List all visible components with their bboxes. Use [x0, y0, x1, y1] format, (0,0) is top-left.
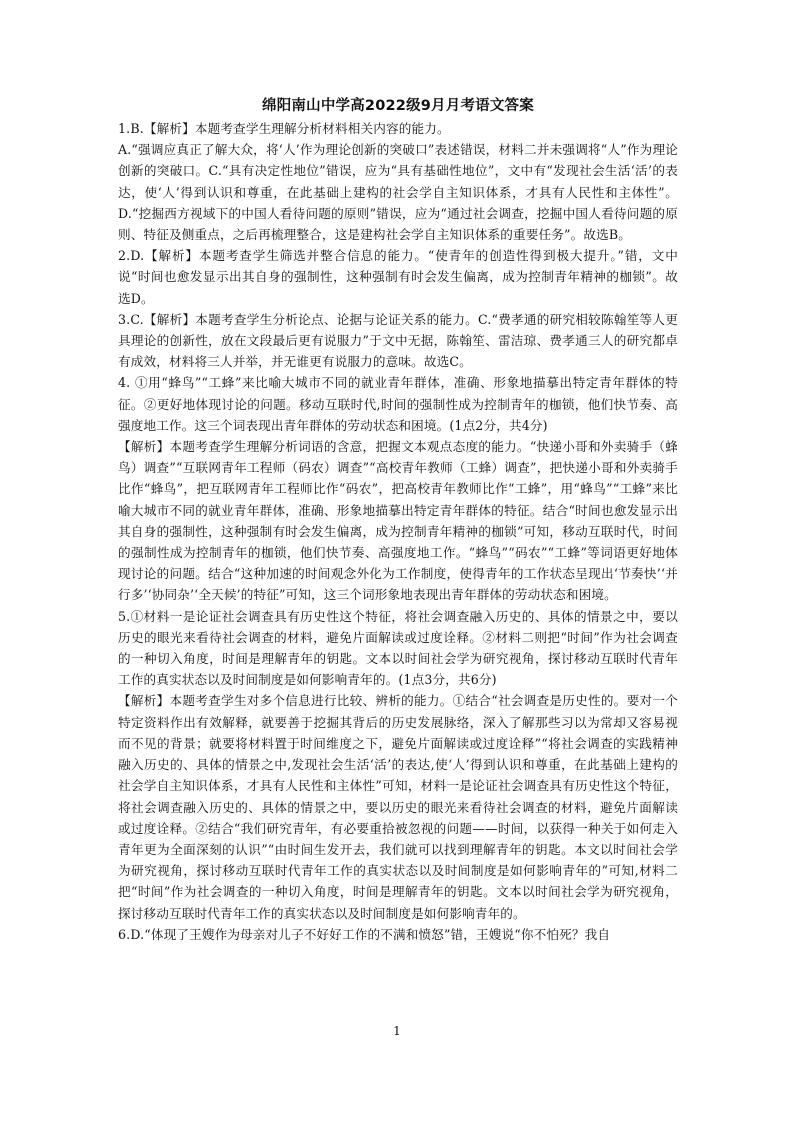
answer-4-explanation: 【解析】本题考查学生理解分析词语的含意，把握文本观点态度的能力。“快递小哥和外卖骑手（蜂鸟）调查”“互联网青年工程师（码农）调查”“高校青年教师（工蜂）调查”，把快递小哥和外卖骑手比作“蜂鸟”，把互联网青年工程师比作“码农”，把高校青年教师比作“工蜂”，用“蜂鸟”“工蜂”来比喻大城市不同的就业青年群体，准确、形象地描摹出特定青年群体的特征。结合“时间也愈发显示出其自身的强制性，这种强制有时会发生偏离，成为控制青年精神的枷锁”可知，移动互联时代，时间的强制性成为控制青年的枷锁，他们快节奏、高强度地工作。“蜂鸟”“码农”“工蜂”等词语更好地体现讨论的问题。结合“这种加速的时间观念外化为工作制度，使得青年的工作状态呈现出‘节奏快’‘并行多’‘协同杂’‘全天候’的特征”可知，这三个词形象地表现出青年群体的劳动状态和困境。	[118, 439, 678, 603]
answer-3: 3.C.【解析】本题考查学生分析论点、论据与论证关系的能力。C.“费孝通的研究相较陈翰笙等人更具理论的创新性，放在文段最后更有说服力”于文中无据，陈翰笙、雷洁琼、费孝通三人的研究都卓有成效，材料将三人并举，并无谁更有说服力的意味。故选C。	[118, 311, 678, 370]
answer-6: 6.D.“体现了王嫂作为母亲对儿子不好好工作的不满和愤怒”错，王嫂说“你不怕死？我自	[118, 926, 611, 942]
answer-1: 1.B.【解析】本题考查学生理解分析材料相关内容的能力。	[118, 121, 450, 136]
document-title: 绵阳南山中学高2022级9月月考语文答案	[262, 98, 534, 114]
answer-2: 2.D.【解析】本题考查学生筛选并整合信息的能力。“使青年的创造性得到极大提升。”错，文中说“时间也愈发显示出其自身的强制性，这种强制有时会发生偏离，成为控制青年精神的枷锁”。故选D。	[118, 248, 678, 306]
answer-5: 5.①材料一是论证社会调查具有历史性这个特征，将社会调查融入历史的、具体的情景之中，要以历史的眼光来看待社会调查的材料，避免片面解读或过度诠释。②材料二则把“时间”作为社会调查的一种切入角度，时间是理解青年的钥匙。文本以时间社会学为研究视角，探讨移动互联时代青年工作的真实状态以及时间制度是如何影响青年的。(1点3分，共6分)	[118, 608, 678, 688]
answer-1-explanation: A.“强调应真正了解大众，将‘人’作为理论创新的突破口”表述错误，材料二并未强调将“人”作为理论创新的突破口。C.“具有决定性地位”错误，应为“具有基础性地位”，文中有“发现社会生活‘活’的表达，使‘人’得到认识和尊重，在此基础上建构的社会学自主知识体系，才具有人民性和主体性”。D.“挖掘西方视域下的中国人看待问题的原则”错误，应为“通过社会调查，挖掘中国人看待问题的原则、特征及侧重点，之后再梳理整合，这是建构社会学自主知识体系的重要任务”。故选B。	[118, 142, 678, 243]
page-number: 1	[393, 1024, 401, 1038]
answer-4: 4. ①用“蜂鸟”“工蜂”来比喻大城市不同的就业青年群体，准确、形象地描摹出特定青年群体的特征。②更好地体现讨论的问题。移动互联时代,时间的强制性成为控制青年的枷锁，他们快节奏、高强度地工作。这三个词表现出青年群体的劳动状态和困境。(1点2分，共4分)	[118, 375, 678, 433]
document-page	[118, 96, 678, 945]
answer-5-explanation: 【解析】本题考查学生对多个信息进行比较、辨析的能力。①结合“社会调查是历史性的。要对一个特定资料作出有效解释，就要善于挖掘其背后的历史发展脉络，深入了解那些习以为常却又容易视而不见的背景；就要将材料置于时间维度之下，避免片面解读或过度诠释”“将社会调查的实践精神融入历史的、具体的情景之中,发现社会生活‘活’的表达,使‘人’得到认识和尊重，在此基础上建构的社会学自主知识体系，才具有人民性和主体性”可知，材料一是论证社会调查具有历史性这个特征，将社会调查融入历史的、具体的情景之中，要以历史的眼光来看待社会调查的材料，避免片面解读或过度诠释。②结合“我们研究青年，有必要重拾被忽视的问题——时间，以获得一种关于如何走入青年更为全面深刻的认识”“由时间生发开去，我们就可以找到理解青年的钥匙。本文以时间社会学为研究视角，探讨移动互联时代青年工作的真实状态以及时间制度是如何影响青年的”可知,材料二把“时间”作为社会调查的一种切入角度，时间是理解青年的钥匙。文本以时间社会学为研究视角，探讨移动互联时代青年工作的真实状态以及时间制度是如何影响青年的。	[118, 693, 678, 921]
